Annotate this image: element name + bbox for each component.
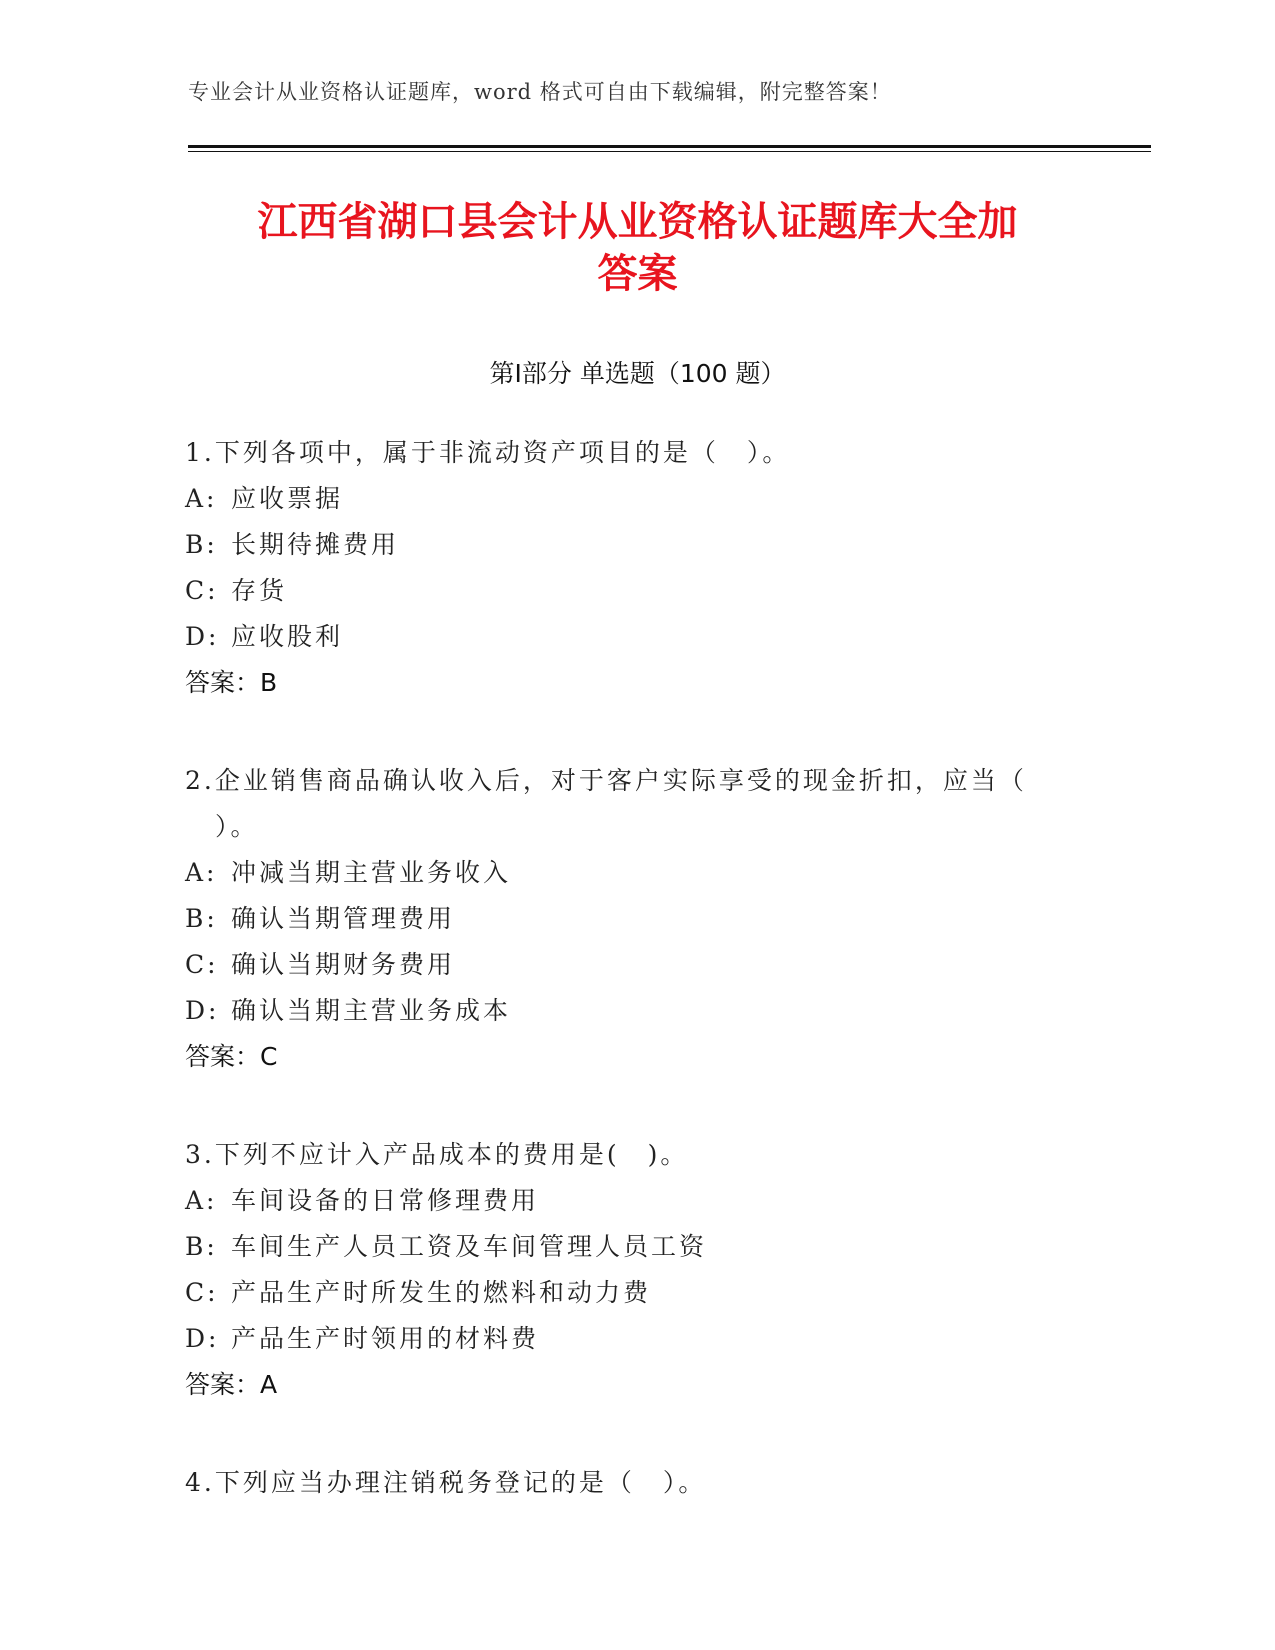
option-text: 长期待摊费用 bbox=[231, 530, 400, 559]
option-b bbox=[185, 1224, 1065, 1270]
option-text: 车间生产人员工资及车间管理人员工资 bbox=[231, 1232, 708, 1261]
option-b bbox=[185, 896, 1065, 942]
question-stem-continued: ）。 bbox=[215, 812, 259, 841]
option-key: D: bbox=[185, 622, 220, 651]
option-key: A: bbox=[185, 484, 218, 513]
option-key: C: bbox=[185, 950, 219, 979]
question-1 bbox=[185, 430, 1065, 706]
page-header: 专业会计从业资格认证题库，word 格式可自由下载编辑，附完整答案！ bbox=[188, 80, 892, 104]
question-3 bbox=[185, 1132, 1065, 1408]
option-text: 冲减当期主营业务收入 bbox=[231, 858, 512, 887]
header-divider bbox=[188, 145, 1151, 148]
option-key: A: bbox=[185, 1186, 218, 1215]
option-key: A: bbox=[185, 858, 218, 887]
option-text: 产品生产时领用的材料费 bbox=[231, 1324, 540, 1353]
option-d bbox=[185, 1316, 1065, 1362]
option-text: 确认当期管理费用 bbox=[231, 904, 456, 933]
option-text: 产品生产时所发生的燃料和动力费 bbox=[231, 1278, 652, 1307]
option-text: 车间设备的日常修理费用 bbox=[231, 1186, 540, 1215]
question-list bbox=[185, 430, 1065, 1558]
question-4 bbox=[185, 1460, 1065, 1506]
option-c bbox=[185, 568, 1065, 614]
answer: 答案：A bbox=[185, 1370, 278, 1399]
option-key: D: bbox=[185, 996, 220, 1025]
document-title-line-1: 江西省湖口县会计从业资格认证题库大全加 bbox=[257, 199, 1018, 245]
option-d bbox=[185, 614, 1065, 660]
option-a bbox=[185, 1178, 1065, 1224]
option-text: 确认当期财务费用 bbox=[231, 950, 456, 979]
option-key: B: bbox=[185, 904, 218, 933]
option-c bbox=[185, 942, 1065, 988]
option-a bbox=[185, 850, 1065, 896]
option-key: D: bbox=[185, 1324, 220, 1353]
document-title-line-2: 答案 bbox=[597, 251, 678, 297]
question-stem: 4.下列应当办理注销税务登记的是（ ）。 bbox=[185, 1468, 707, 1497]
option-key: B: bbox=[185, 1232, 218, 1261]
option-key: C: bbox=[185, 576, 219, 605]
question-stem: 1.下列各项中，属于非流动资产项目的是（ ）。 bbox=[185, 438, 791, 467]
question-stem: 2.企业销售商品确认收入后，对于客户实际享受的现金折扣，应当（ bbox=[185, 766, 1027, 795]
option-key: B: bbox=[185, 530, 218, 559]
header-divider-thin bbox=[188, 151, 1151, 152]
option-c bbox=[185, 1270, 1065, 1316]
option-text: 确认当期主营业务成本 bbox=[231, 996, 512, 1025]
option-key: C: bbox=[185, 1278, 219, 1307]
question-stem: 3.下列不应计入产品成本的费用是( )。 bbox=[185, 1140, 689, 1169]
option-text: 应收票据 bbox=[231, 484, 344, 513]
question-2 bbox=[185, 758, 1065, 1080]
option-b bbox=[185, 522, 1065, 568]
option-d bbox=[185, 988, 1065, 1034]
section-title: 第Ⅰ部分 单选题（100 题） bbox=[489, 359, 786, 388]
option-text: 存货 bbox=[231, 576, 288, 605]
document-title bbox=[140, 196, 1135, 300]
option-text: 应收股利 bbox=[231, 622, 344, 651]
option-a bbox=[185, 476, 1065, 522]
answer: 答案：C bbox=[185, 1042, 278, 1071]
answer: 答案：B bbox=[185, 668, 278, 697]
